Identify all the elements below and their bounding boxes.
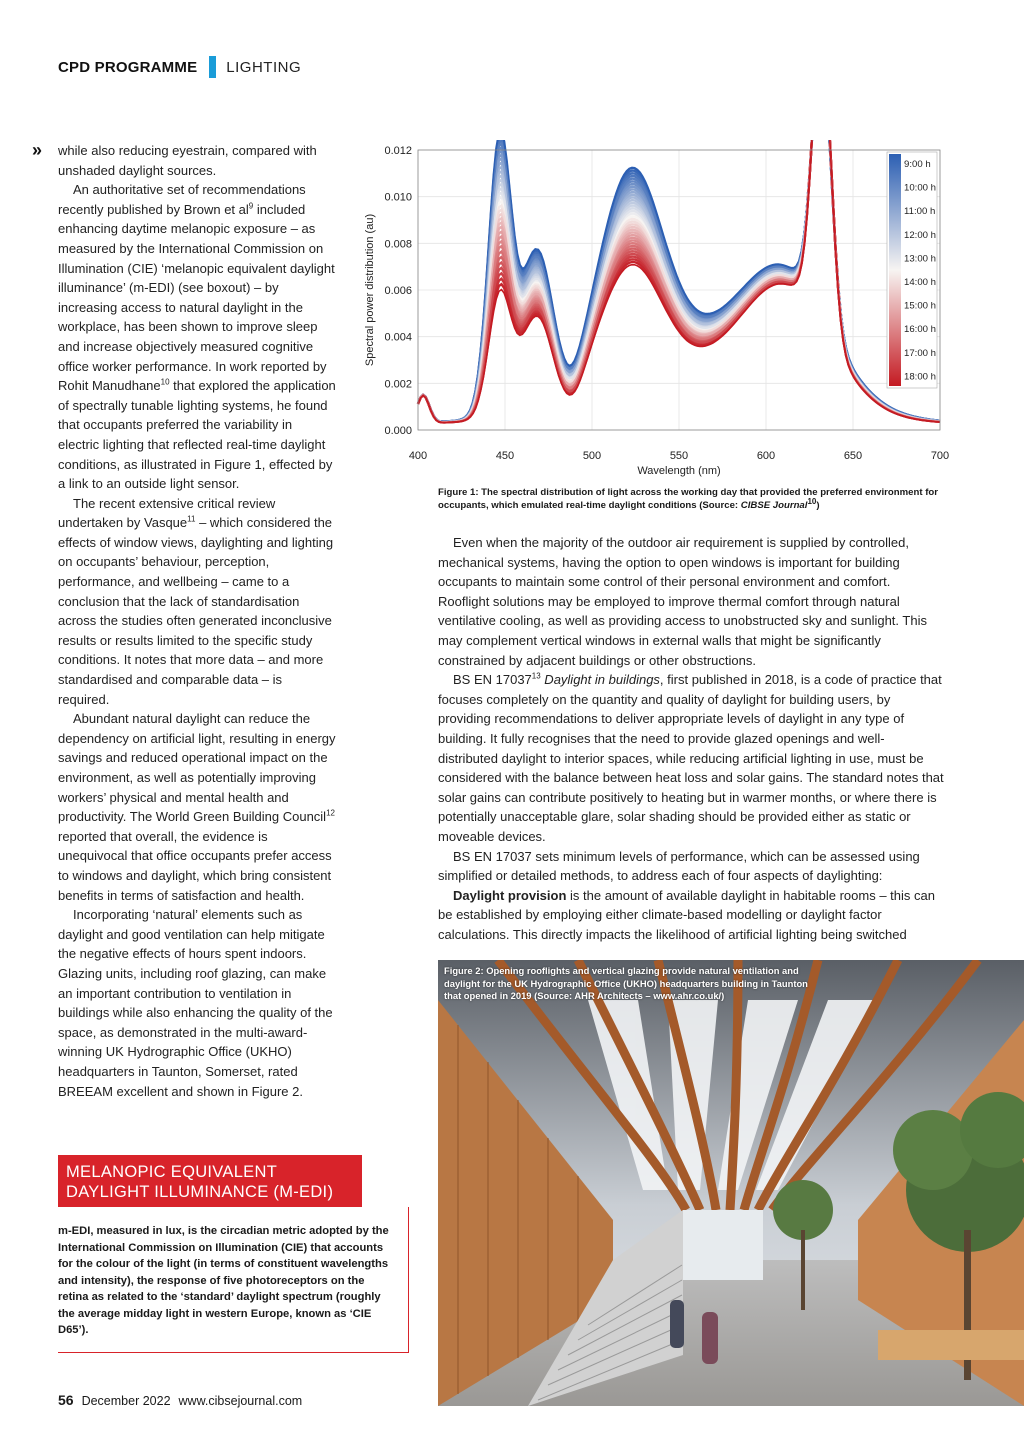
legend-entry: 14:00 h <box>904 277 937 288</box>
y-tick-label: 0.012 <box>384 145 412 157</box>
website-url[interactable]: www.cibsejournal.com <box>178 1394 303 1408</box>
left-paragraph-4: Abundant natural daylight can reduce the dependency on artificial light, resulting in energy savings and reduced operational impact on the environment, as well as potentially improving workers’ physical and mental health and productivity. The World Green Building Council$^{12}$ reported that overall, the evidence is unequivocal that office occupants prefer access to windows and daylight, which bring consistent benefits in terms of satisfaction and health. <box>58 711 336 903</box>
y-tick-label: 0.008 <box>384 238 412 251</box>
page-number: 56 <box>58 1392 74 1408</box>
page-footer <box>58 1392 302 1408</box>
x-tick-label: 450 <box>495 450 515 462</box>
spectral-chart-svg <box>356 140 956 485</box>
topic-label: LIGHTING <box>226 58 302 76</box>
left-column <box>32 140 336 1101</box>
left-paragraph-2: An authoritative set of recommendations recently published by Brown et $al^9$ included enhancing daytime melanopic exposure – as measured by the International Commission on Illumination (CIE) ‘melanopic equivalent daylight illuminance’ (m-EDI) (see boxout) – by increasing access to natural daylight in the workplace, has been shown to improve sleep and increase objectively measured cognitive office worker performance. In work reported by Rohit Manudhane$^{10}$ that explored the application of spectrally tunable lighting systems, he found that occupants preferred the variability in electric lighting that reflected real-time daylight conditions, as illustrated in Figure 1, effected by a link to an outside light sensor. <box>58 182 336 492</box>
x-tick-label: 500 <box>582 450 602 462</box>
boxout-body: m-EDI, measured in lux, is the circadian metric adopted by the International Commission on Illumination (CIE) that accounts for the colour of the light (in terms of constituent wavelengths and intensity), the response of five photoreceptors on the retina as related to the ‘standard’ daylight spectrum (roughly the average midday light in western Europe, known as ‘CIE D65’). <box>58 1207 409 1353</box>
x-tick-label: 600 <box>756 450 776 462</box>
section-label: CPD PROGRAMME <box>58 58 198 76</box>
atrium-end-glazing <box>683 1210 763 1280</box>
legend-entry: 16:00 h <box>904 324 937 336</box>
figure-2-caption: Figure 2: Opening rooflights and vertical glazing provide natural ventilation and daylight for the UK Hydrographic Office (UKHO) headquarters building in Taunton that opened in 2019 (Source: AHR Architects – www.ahr.co.uk/) <box>444 965 808 1001</box>
left-paragraph-1: while also reducing eyestrain, compared with unshaded daylight sources. <box>58 143 317 178</box>
figure-2-photo <box>438 960 1024 1406</box>
x-tick-label: 700 <box>930 450 950 462</box>
legend-entry: 9:00 h <box>904 159 931 170</box>
legend-entry: 12:00 h <box>904 229 937 241</box>
legend-colorbar <box>889 154 901 386</box>
right-paragraph-1: Even when the majority of the outdoor air requirement is supplied by controlled, mechanical systems, having the option to open windows is important for building occupants to maintain some control of their personal environment and comfort. Rooflight solutions may be employed to improve thermal comfort through natural ventilative cooling, as well as providing access to unobstructed sky and sunlight. This may complement vertical windows in external walls that might be significantly constrained by adjacent buildings or other obstructions. <box>438 535 927 668</box>
right-paragraph-3: BS EN 17037 sets minimum levels of performance, which can be assessed using simplified or detailed methods, to address each of four aspects of daylighting: <box>438 848 920 884</box>
legend-entry: 17:00 h <box>904 347 937 359</box>
right-paragraph-2: BS EN 17037$^{13}$ Daylight in buildings, first published in 2018, is a code of practice that focuses completely on the quantity and quality of daylight for building users, by providing recommendations to deliver appropriate levels of daylight in any type of building. It fully recognises that the need to provide glazed openings and well-distributed daylight to interior spaces, while reducing artificial lighting in use, must be considered with the balance between heat loss and solar gains. The standard notes that solar gains can contribute positively to heating but in warmer months, or where there is potentially unacceptable glare, solar shading should be provided either as static or moveable devices. <box>438 671 944 844</box>
y-tick-label: 0.002 <box>384 378 412 391</box>
bench-seating <box>878 1330 1024 1360</box>
y-axis-label: Spectral power distribution (au) <box>364 213 376 367</box>
left-paragraph-3: The recent extensive critical review undertaken by Vasque$^{11}$ – which considered the effects of window views, daylighting and lighting on occupants’ behaviour, perception, performance, and wellbeing – came to a conclusion that the lack of standardisation across the studies often generated inconclusive results or results limited to the specific study conditions. It notes that more data – and more standardised and comparable data – is required. <box>58 495 334 707</box>
header-divider-bar <box>209 56 216 78</box>
legend-entry: 15:00 h <box>904 300 937 312</box>
y-tick-label: 0.000 <box>384 425 412 437</box>
x-axis-label: Wavelength (nm) <box>637 465 721 477</box>
legend-entry: 11:00 h <box>904 206 936 218</box>
right-column <box>438 533 944 944</box>
chart-legend <box>887 152 937 388</box>
y-tick-label: 0.006 <box>384 285 412 297</box>
issue-date: December 2022 <box>81 1394 171 1408</box>
continuation-chevron-icon: » <box>32 140 43 160</box>
left-paragraph-5: Incorporating ‘natural’ elements such as daylight and good ventilation can help mitigate the negative effects of hours spent indoors. Glazing units, including roof glazing, can make an important contribution to ventilation in buildings while also enhancing the quality of the space, as demonstrated in the multi-award-winning UK Hydrographic Office (UKHO) headquarters in Taunton, Somerset, rated BREEAM excellent and shown in Figure 2. <box>58 907 333 1099</box>
legend-entry: 13:00 h <box>904 253 937 265</box>
figure-1-chart <box>356 140 956 485</box>
x-tick-label: 650 <box>843 450 863 462</box>
y-tick-label: 0.004 <box>384 331 412 344</box>
boxout-title: MELANOPIC EQUIVALENT DAYLIGHT ILLUMINANCE (M-EDI) <box>58 1155 362 1207</box>
legend-entry: 18:00 h <box>904 371 937 383</box>
page-header <box>58 56 301 78</box>
y-tick-label: 0.010 <box>384 191 412 204</box>
figure-1-caption: Figure 1: The spectral distribution of light across the working day that provided the preferred environment for occupants, which emulated real-time daylight conditions (Source: CIBSE Journal$^{10}$) <box>438 487 939 511</box>
x-tick-label: 400 <box>408 450 428 462</box>
legend-entry: 10:00 h <box>904 182 937 194</box>
right-paragraph-4: Daylight provision is the amount of available daylight in habitable rooms – this can be established by employing either climate-based modelling or daylight factor calculations. This directly impacts the likelihood of artificial lighting being switched <box>438 887 935 942</box>
x-tick-label: 550 <box>669 450 689 462</box>
